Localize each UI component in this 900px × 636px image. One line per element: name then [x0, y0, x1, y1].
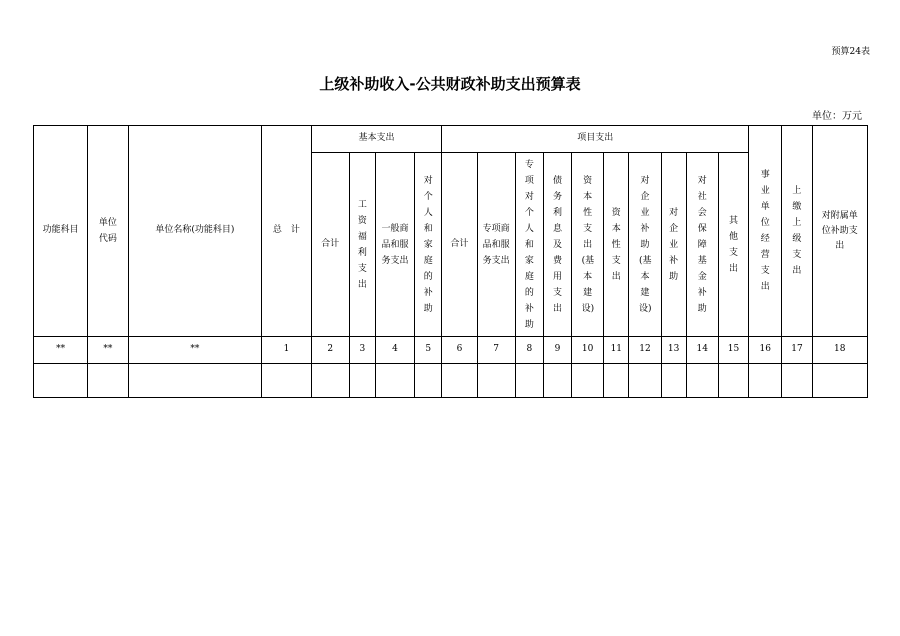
empty-cell[interactable]: [515, 364, 543, 398]
budget-table: [33, 125, 868, 398]
num-cell: 17: [782, 337, 812, 364]
project-col-9: [718, 153, 748, 337]
basic-col-3-label: 对个人和家庭的补助: [423, 175, 433, 314]
group-project-label: 项目支出: [577, 133, 614, 144]
empty-row: [34, 364, 868, 398]
header-upper: [782, 126, 812, 337]
project-col-5: [604, 153, 629, 337]
project-col-2-label: 专项对个人和家庭的补助: [524, 159, 534, 330]
project-col-0-label: 合计: [450, 238, 469, 249]
basic-col-0-label: 合计: [321, 238, 340, 249]
empty-cell[interactable]: [442, 364, 477, 398]
project-col-7: [661, 153, 686, 337]
num-cell: 15: [718, 337, 748, 364]
num-cell: 2: [311, 337, 349, 364]
empty-cell[interactable]: [686, 364, 718, 398]
basic-col-3: [415, 153, 442, 337]
num-cell: 8: [515, 337, 543, 364]
empty-cell[interactable]: [604, 364, 629, 398]
project-col-5-label: 资本性支出: [611, 207, 621, 282]
header-affil-label: 对附属单位补助支出: [821, 210, 858, 251]
header-name: [128, 126, 262, 337]
unit-label: 单位：万元: [812, 111, 862, 122]
header-func: [34, 126, 88, 337]
basic-col-1-label: 工资福利支出: [357, 199, 367, 290]
empty-cell[interactable]: [782, 364, 812, 398]
project-col-1-label: 专项商品和服务支出: [482, 223, 510, 266]
empty-cell[interactable]: [34, 364, 88, 398]
empty-cell[interactable]: [749, 364, 782, 398]
empty-cell[interactable]: [661, 364, 686, 398]
group-basic: [311, 126, 442, 153]
project-col-3-label: 债务利息及费用支出: [552, 175, 562, 314]
basic-col-1: [349, 153, 375, 337]
num-cell: 12: [629, 337, 661, 364]
project-col-6-label: 对企业补助(基本建设): [638, 175, 652, 314]
project-col-9-label: 其他支出: [729, 215, 739, 274]
header-biz: [749, 126, 782, 337]
header-total: [262, 126, 311, 337]
empty-cell[interactable]: [812, 364, 867, 398]
header-name-label: 单位名称(功能科目): [155, 225, 235, 236]
num-cell: 18: [812, 337, 867, 364]
project-col-7-label: 对企业补助: [669, 207, 679, 282]
num-cell: 5: [415, 337, 442, 364]
empty-cell[interactable]: [262, 364, 311, 398]
empty-cell[interactable]: [477, 364, 515, 398]
header-row-1: [34, 126, 868, 153]
num-cell: **: [34, 337, 88, 364]
basic-col-2-label: 一般商品和服务支出: [381, 223, 409, 266]
project-col-4-label: 资本性支出(基本建设): [581, 175, 595, 314]
num-cell: 11: [604, 337, 629, 364]
empty-cell[interactable]: [543, 364, 571, 398]
project-col-3: [543, 153, 571, 337]
num-cell: 14: [686, 337, 718, 364]
num-cell: 13: [661, 337, 686, 364]
project-col-0: [442, 153, 477, 337]
form-number: 预算24表: [831, 47, 870, 57]
empty-cell[interactable]: [349, 364, 375, 398]
header-code-label: 单位代码: [98, 218, 117, 244]
num-cell: 9: [543, 337, 571, 364]
num-cell: 4: [375, 337, 414, 364]
header-affil: [812, 126, 867, 337]
num-cell: 1: [262, 337, 311, 364]
num-cell: 10: [572, 337, 604, 364]
empty-cell[interactable]: [375, 364, 414, 398]
project-col-1: [477, 153, 515, 337]
empty-cell[interactable]: [629, 364, 661, 398]
group-basic-label: 基本支出: [358, 133, 395, 144]
basic-col-0: [311, 153, 349, 337]
header-biz-label: 事业单位经营支出: [760, 170, 770, 292]
project-col-8-label: 对社会保障基金补助: [697, 175, 707, 314]
header-total-label: 总 计: [272, 225, 300, 236]
empty-cell[interactable]: [88, 364, 128, 398]
num-cell: 3: [349, 337, 375, 364]
basic-col-2: [375, 153, 414, 337]
header-func-label: 功能科目: [42, 225, 79, 236]
empty-cell[interactable]: [415, 364, 442, 398]
empty-cell[interactable]: [128, 364, 262, 398]
group-project: [442, 126, 749, 153]
num-cell: 6: [442, 337, 477, 364]
page-title: 上级补助收入-公共财政补助支出预算表: [319, 75, 581, 93]
project-col-4: [572, 153, 604, 337]
header-code: [88, 126, 128, 337]
number-row: [34, 337, 868, 364]
num-cell: 7: [477, 337, 515, 364]
project-col-2: [515, 153, 543, 337]
num-cell: 16: [749, 337, 782, 364]
header-upper-label: 上缴上级支出: [792, 186, 802, 276]
project-col-8: [686, 153, 718, 337]
num-cell: **: [88, 337, 128, 364]
project-col-6: [629, 153, 661, 337]
empty-cell[interactable]: [718, 364, 748, 398]
empty-cell[interactable]: [572, 364, 604, 398]
num-cell: **: [128, 337, 262, 364]
empty-cell[interactable]: [311, 364, 349, 398]
